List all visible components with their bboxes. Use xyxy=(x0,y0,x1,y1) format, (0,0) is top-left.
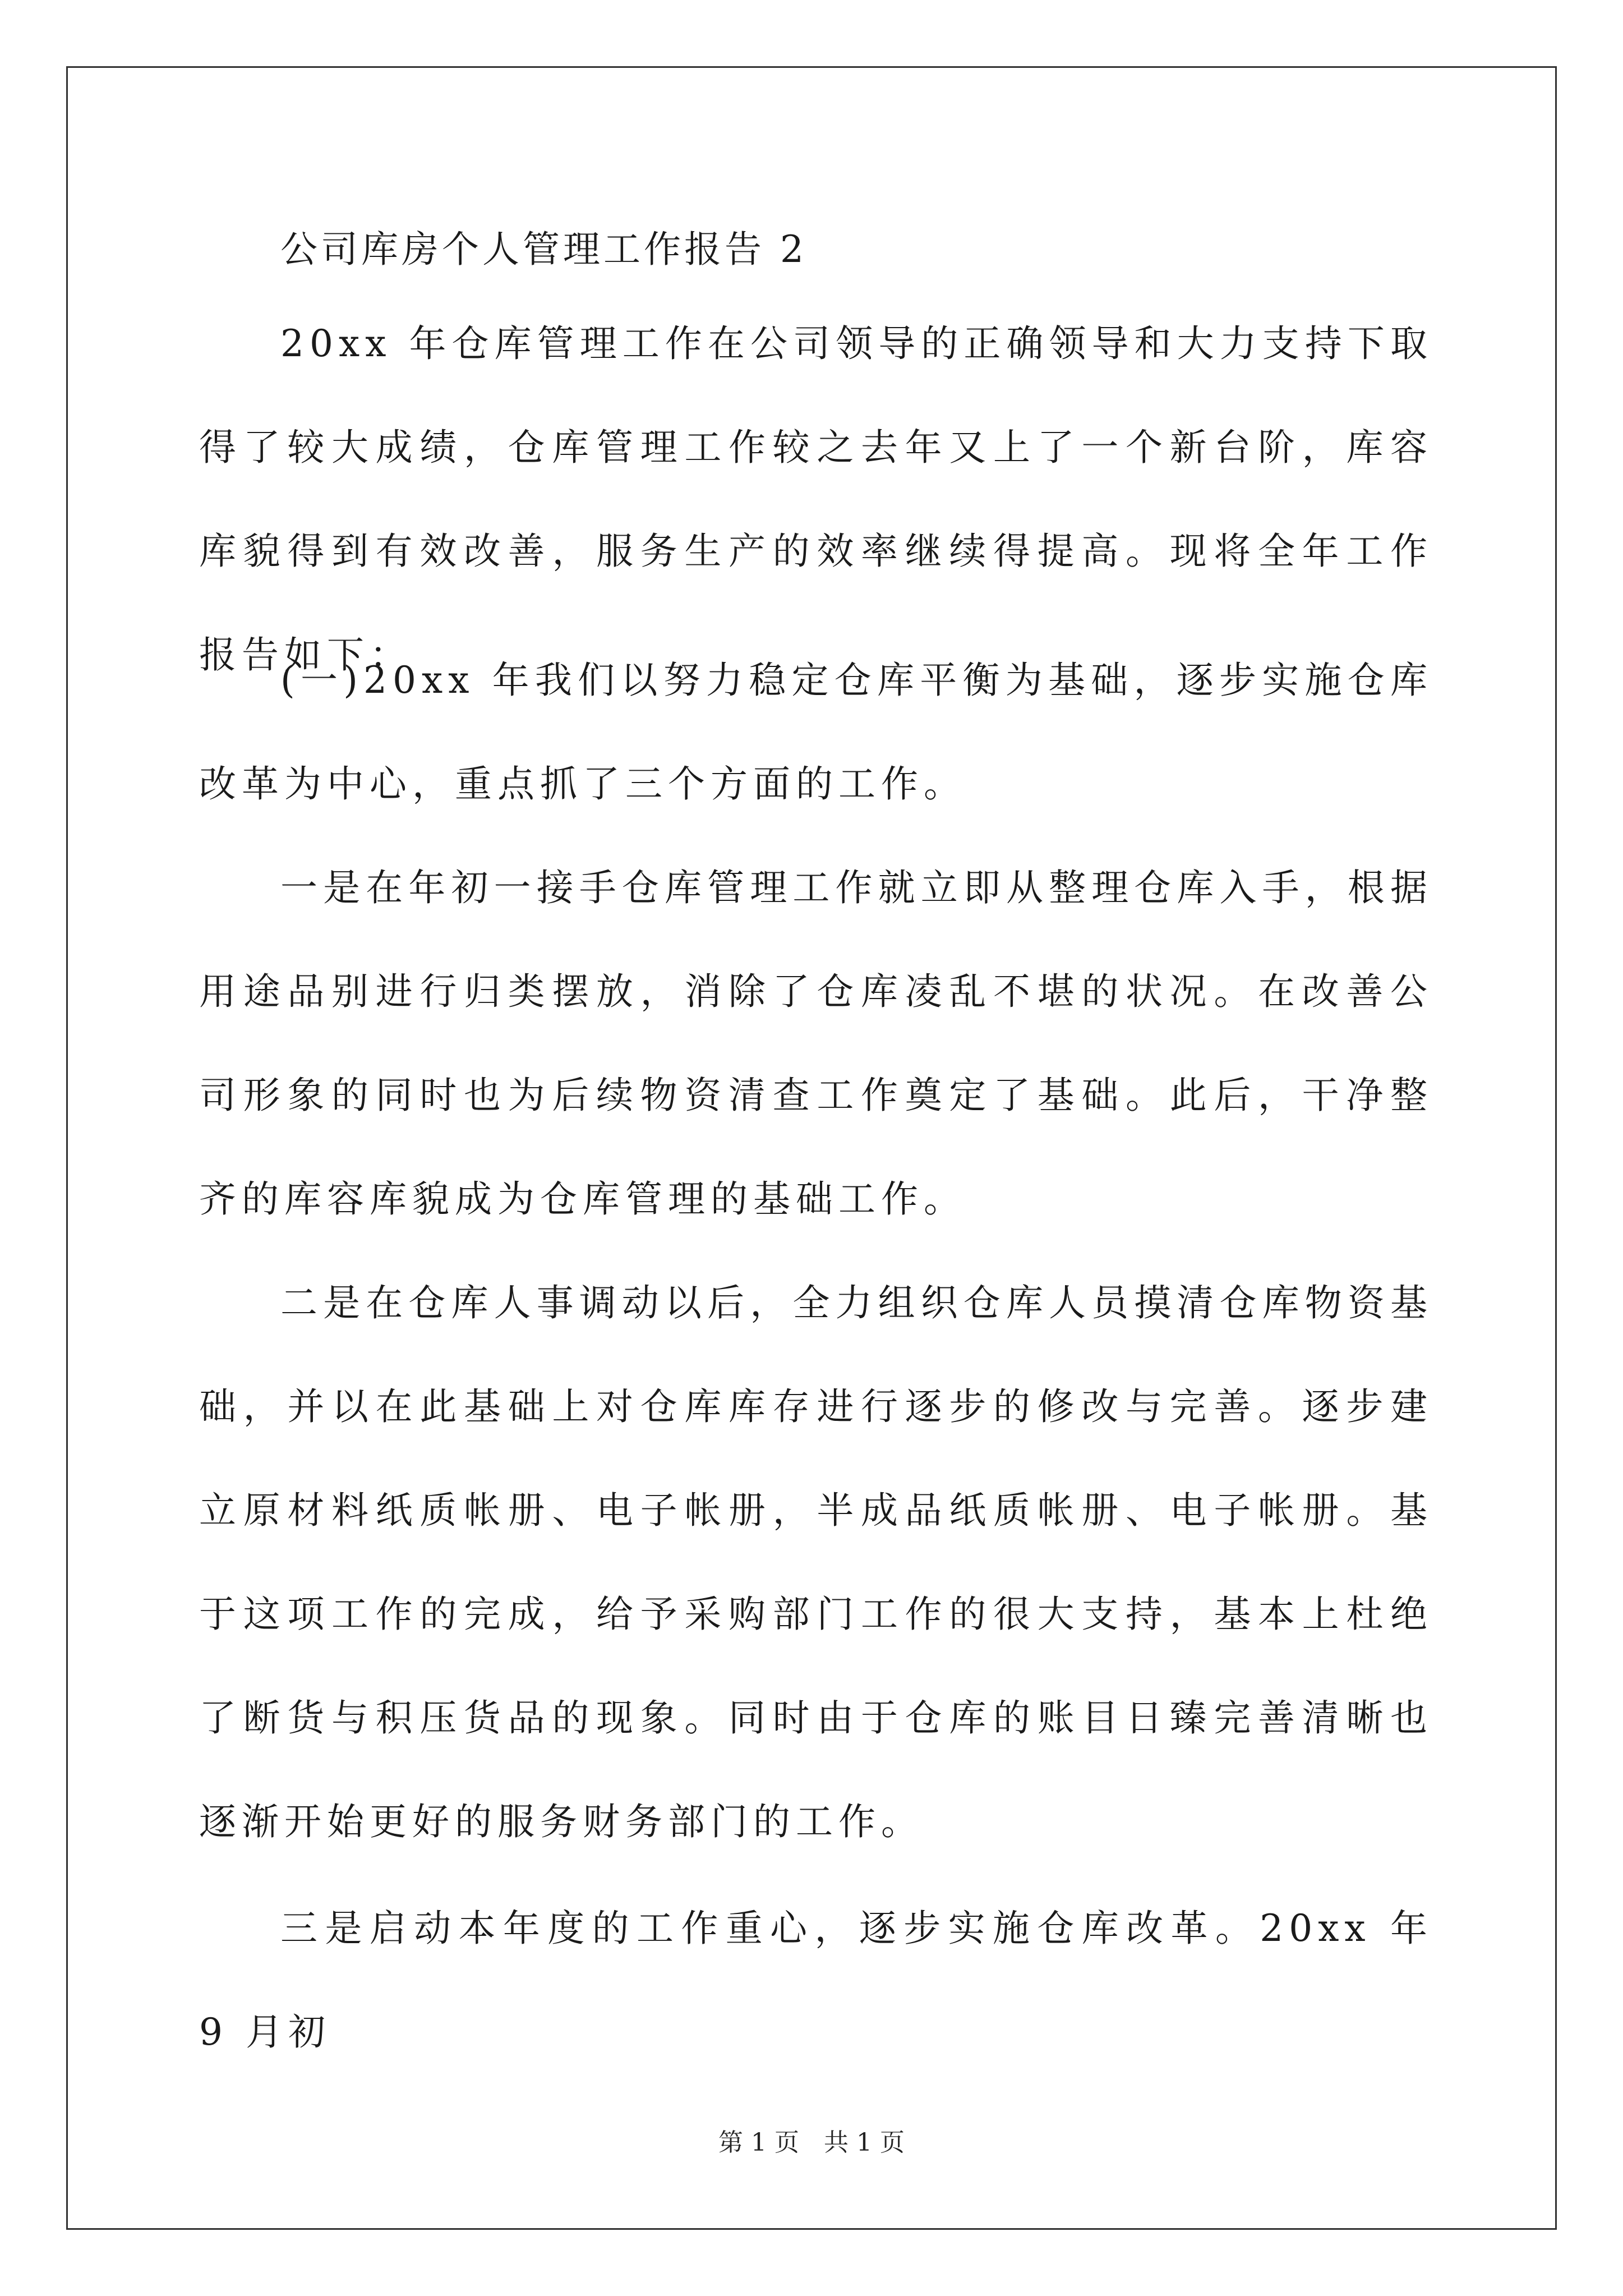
paragraph-point-two: 二是在仓库人事调动以后，全力组织仓库人员摸清仓库物资基础，并以在此基础上对仓库库存进行逐步的修改与完善。逐步建立原材料纸质帐册、电子帐册，半成品纸质帐册、电子帐册。基于这项工作的完成，给予采购部门工作的很大支持，基本上杜绝了断货与积压货品的现象。同时由于仓库的账目日臻完善清晰也逐渐开始更好的服务财务部门的工作。 xyxy=(199,1281,1433,1843)
paragraph-section-one: (一)20xx 年我们以努力稳定仓库平衡为基础，逐步实施仓库改革为中心，重点抓了三个方面的工作。 xyxy=(199,659,1433,806)
paragraph-point-one: 一是在年初一接手仓库管理工作就立即从整理仓库入手，根据用途品别进行归类摆放，消除了仓库凌乱不堪的状况。在改善公司形象的同时也为后续物资清查工作奠定了基础。此后，干净整齐的库容库貌成为仓库管理的基础工作。 xyxy=(199,866,1433,1221)
document-title: 公司库房个人管理工作报告 2 xyxy=(280,228,807,271)
paragraph-point-three: 三是启动本年度的工作重心，逐步实施仓库改革。20xx 年 9 月初 xyxy=(199,1907,1433,2054)
page-number-footer: 第 1 页 共 1 页 xyxy=(718,2128,905,2157)
paragraph-intro: 20xx 年仓库管理工作在公司领导的正确领导和大力支持下取得了较大成绩，仓库管理工作较之去年又上了一个新台阶，库容库貌得到有效改善，服务生产的效率继续得提高。现将全年工作报告如下： xyxy=(199,322,1433,677)
